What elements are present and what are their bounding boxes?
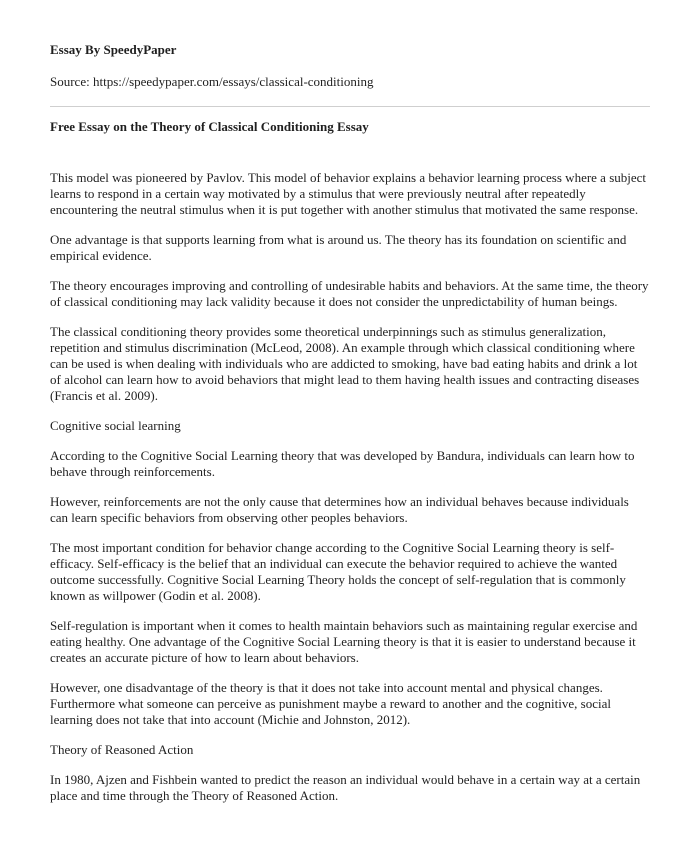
essay-paragraph: In 1980, Ajzen and Fishbein wanted to predict the reason an individual would behave in a certain way at a certain place and time through the Theory of Reasoned Action.: [50, 772, 641, 803]
source-label: Source:: [50, 74, 93, 89]
essay-paragraph: One advantage is that supports learning from what is around us. The theory has its foundation on scientific and empirical evidence.: [50, 232, 627, 263]
source-url[interactable]: https://speedypaper.com/essays/classical-conditioning: [92, 74, 374, 89]
essay-paragraph: According to the Cognitive Social Learning theory that was developed by Bandura, individuals can learn how to behave through reinforcements.: [50, 448, 635, 479]
source-line: [50, 74, 650, 90]
essay-content: [50, 170, 650, 804]
essay-paragraph: However, one disadvantage of the theory is that it does not take into account mental and physical changes. Furthermore what someone can perceive as punishment maybe a reward to another and the cognitive, social learning does not take that into account (Michie and Johnston, 2012).: [50, 680, 611, 727]
essay-title: Free Essay on the Theory of Classical Conditioning Essay: [50, 119, 369, 134]
section-heading-cognitive-social-learning: Cognitive social learning: [50, 418, 181, 433]
essay-paragraph: The most important condition for behavior change according to the Cognitive Social Learning theory is self-efficacy. Self-efficacy is the belief that an individual can execute the behavior required to achieve the wanted outcome successfully. Cognitive Social Learning Theory holds the concept of self-regulation that is commonly known as willpower (Godin et al. 2008).: [50, 540, 626, 603]
essay-paragraph: This model was pioneered by Pavlov. This model of behavior explains a behavior learning process where a subject learns to respond in a certain way motivated by a stimulus that were previously neutral after repeatedly encountering the neutral stimulus when it is put together with another stimulus that motivated the same response.: [50, 170, 647, 217]
section-heading-theory-of-reasoned-action: Theory of Reasoned Action: [50, 742, 194, 757]
essay-paragraph: However, reinforcements are not the only cause that determines how an individual behaves because individuals can learn specific behaviors from observing other peoples behaviors.: [50, 494, 629, 525]
essay-paragraph: Self-regulation is important when it comes to health maintain behaviors such as maintaining regular exercise and eating healthy. One advantage of the Cognitive Social Learning theory is that it is easier to understand because it creates an accurate picture of how to learn about behaviors.: [50, 618, 638, 665]
essay-paragraph: The classical conditioning theory provides some theoretical underpinnings such as stimulus generalization, repetition and stimulus discrimination (McLeod, 2008). An example through which classical conditioning where can be used is when dealing with individuals who are addicted to smoking, have bad eating habits and drink a lot of alcohol can learn how to avoid behaviors that might lead to them having health issues and contracting diseases (Francis et al. 2009).: [50, 324, 640, 403]
header-divider: [50, 106, 650, 107]
essay-paragraph: The theory encourages improving and controlling of undesirable habits and behaviors. At the same time, the theory of classical conditioning may lack validity because it does not consider the unpredictability of human beings.: [50, 278, 649, 309]
document-header-title: Essay By SpeedyPaper: [50, 42, 177, 57]
